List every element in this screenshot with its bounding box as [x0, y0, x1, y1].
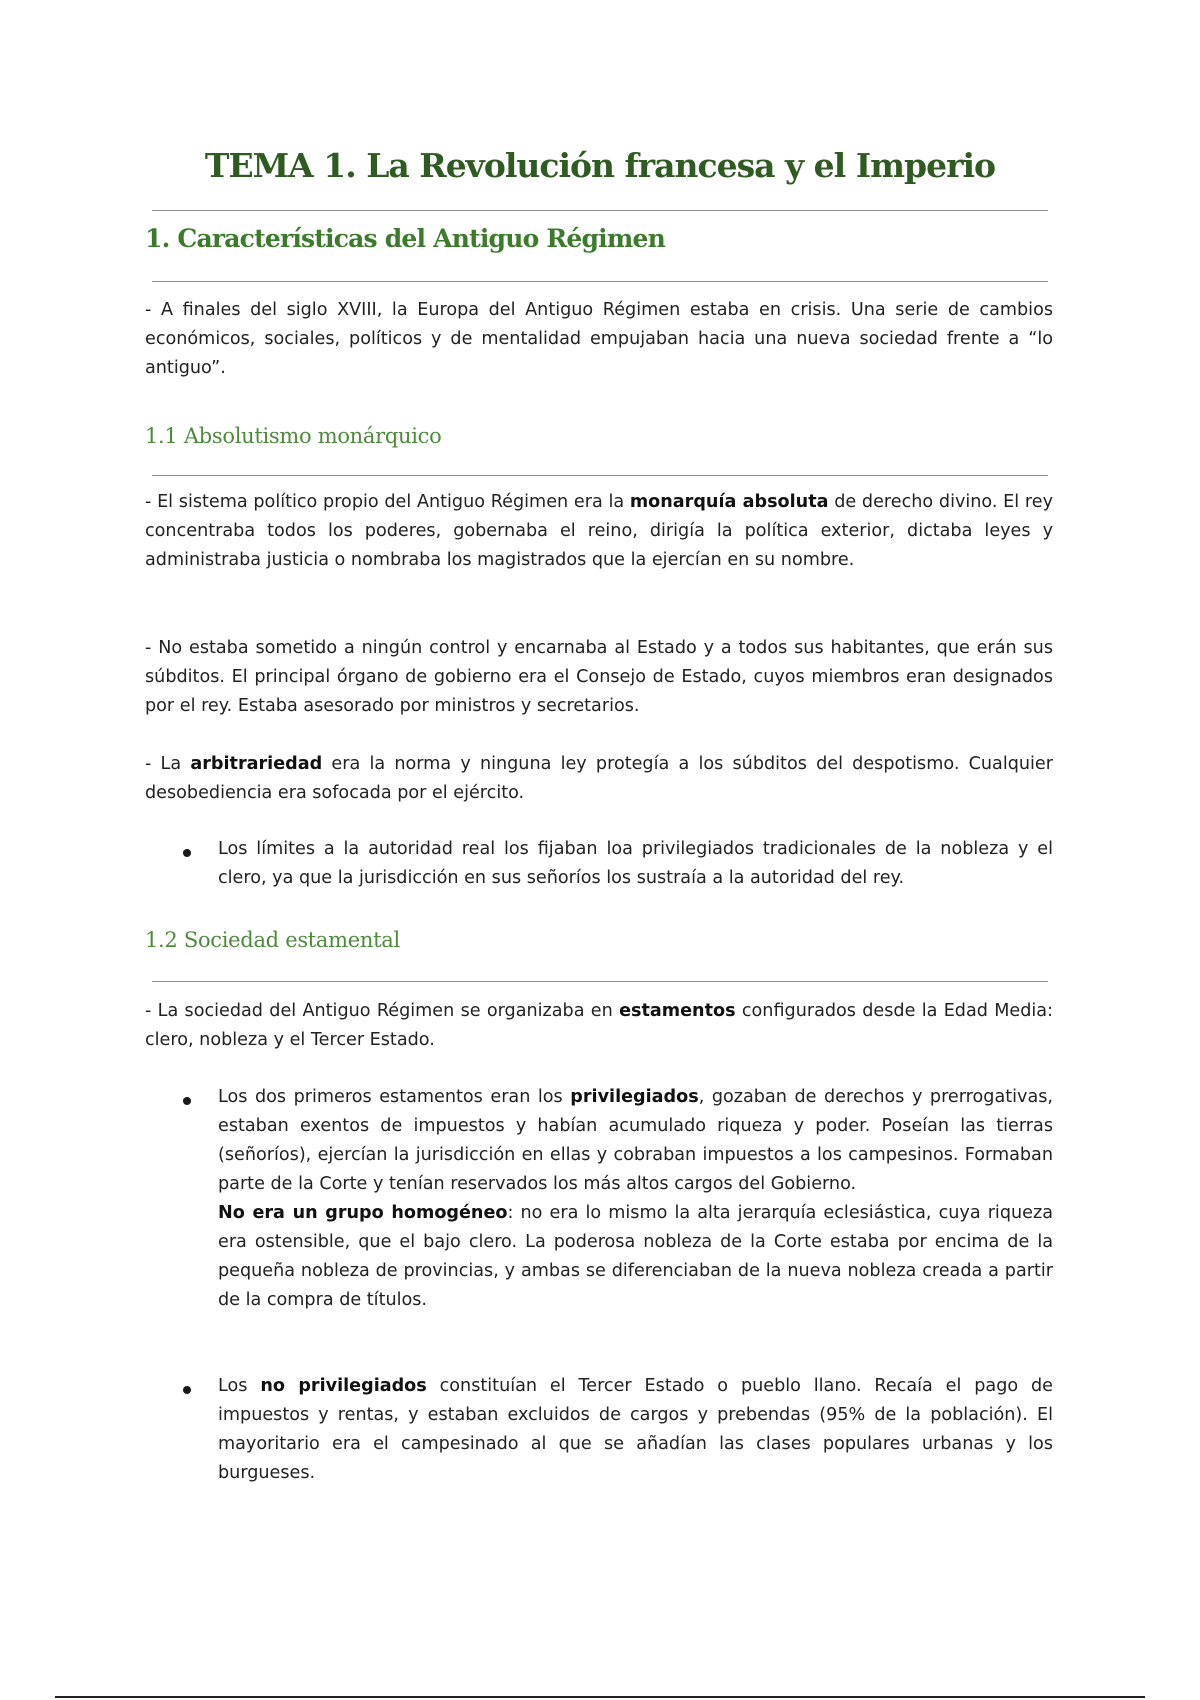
- bold-term: No era un grupo homogéneo: [218, 1203, 508, 1223]
- divider: [152, 210, 1048, 211]
- bullet-icon: [183, 1386, 191, 1394]
- divider: [152, 281, 1048, 282]
- section-heading: 1. Características del Antiguo Régimen: [145, 224, 665, 253]
- intro-paragraph: - A finales del siglo XVIII, la Europa del Antiguo Régimen estaba en crisis. Una serie de cambios económicos, sociales, políticos y de mentalidad empujaban hacia una nueva sociedad frente a “lo antiguo”.: [145, 300, 1053, 378]
- bullet-limites: Los límites a la autoridad real los fijaban loa privilegiados tradicionales de la nobleza y el clero, ya que la jurisdicción en sus señoríos los sustraía a la autoridad del rey.: [218, 839, 1053, 888]
- bullet-no-privilegiados: [218, 1372, 1053, 1488]
- bold-term: estamentos: [619, 1001, 736, 1021]
- text: - La: [145, 754, 191, 774]
- paragraph-control: - No estaba sometido a ningún control y encarnaba al Estado y a todos sus habitantes, que erán sus súbditos. El principal órgano de gobierno era el Consejo de Estado, cuyos miembros eran designados por el rey. Estaba asesorado por ministros y secretarios.: [145, 638, 1053, 716]
- paragraph-arbitrariedad: [145, 750, 1053, 808]
- bold-term: no privilegiados: [260, 1376, 427, 1396]
- text: constituían el Tercer Estado o pueblo llano. Recaía el pago de impuestos y rentas, y estaban excluidos de cargos y prebendas (95% de la población). El mayoritario era el campesinado al que se añadían las clases populares urbanas y los burgueses.: [218, 1376, 1054, 1483]
- text: , gozaban de derechos y prerrogativas, estaban exentos de impuestos y habían acumulado riqueza y poder. Poseían las tierras (señoríos), ejercían la jurisdicción en ellas y cobraban impuestos a los campesinos. Formaban parte de la Corte y tenían reservados los más altos cargos del Gobierno.: [218, 1087, 1053, 1194]
- paragraph-monarquia: [145, 488, 1053, 575]
- bold-term: privilegiados: [570, 1087, 699, 1107]
- text: era la norma y ninguna ley protegía a los súbditos del despotismo. Cualquier desobediencia era sofocada por el ejército.: [145, 754, 1053, 803]
- divider: [152, 981, 1048, 982]
- text: Los: [218, 1376, 261, 1396]
- subsection-heading-sociedad: 1.2 Sociedad estamental: [145, 928, 400, 952]
- subsection-heading-absolutismo: 1.1 Absolutismo monárquico: [145, 424, 442, 448]
- text: : no era lo mismo la alta jerarquía eclesiástica, cuya riqueza era ostensible, que el bajo clero. La poderosa nobleza de la Corte estaba por encima de la pequeña nobleza de provincias, y ambas se diferenciaban de la nueva nobleza creada a partir de la compra de títulos.: [218, 1203, 1053, 1310]
- text: configurados desde la Edad Media: clero, nobleza y el Tercer Estado.: [145, 1001, 1053, 1050]
- bullet-icon: [183, 1097, 191, 1105]
- document-title: TEMA 1. La Revolución francesa y el Imperio: [204, 146, 996, 185]
- text: de derecho divino. El rey concentraba todos los poderes, gobernaba el reino, dirigía la política exterior, dictaba leyes y administraba justicia o nombraba los magistrados que la ejercían en su nombre.: [145, 492, 1053, 570]
- bold-term: monarquía absoluta: [629, 492, 829, 512]
- bullet-icon: [183, 849, 191, 857]
- paragraph-estamentos: [145, 997, 1053, 1055]
- divider: [152, 475, 1048, 476]
- bullet-privilegiados: [218, 1083, 1053, 1315]
- page-bottom-border: [55, 1696, 1145, 1698]
- text: - El sistema político propio del Antiguo Régimen era la: [145, 492, 630, 512]
- bold-term: arbitrariedad: [190, 754, 323, 774]
- text: - La sociedad del Antiguo Régimen se organizaba en: [145, 1001, 620, 1021]
- text: Los dos primeros estamentos eran los: [218, 1087, 571, 1107]
